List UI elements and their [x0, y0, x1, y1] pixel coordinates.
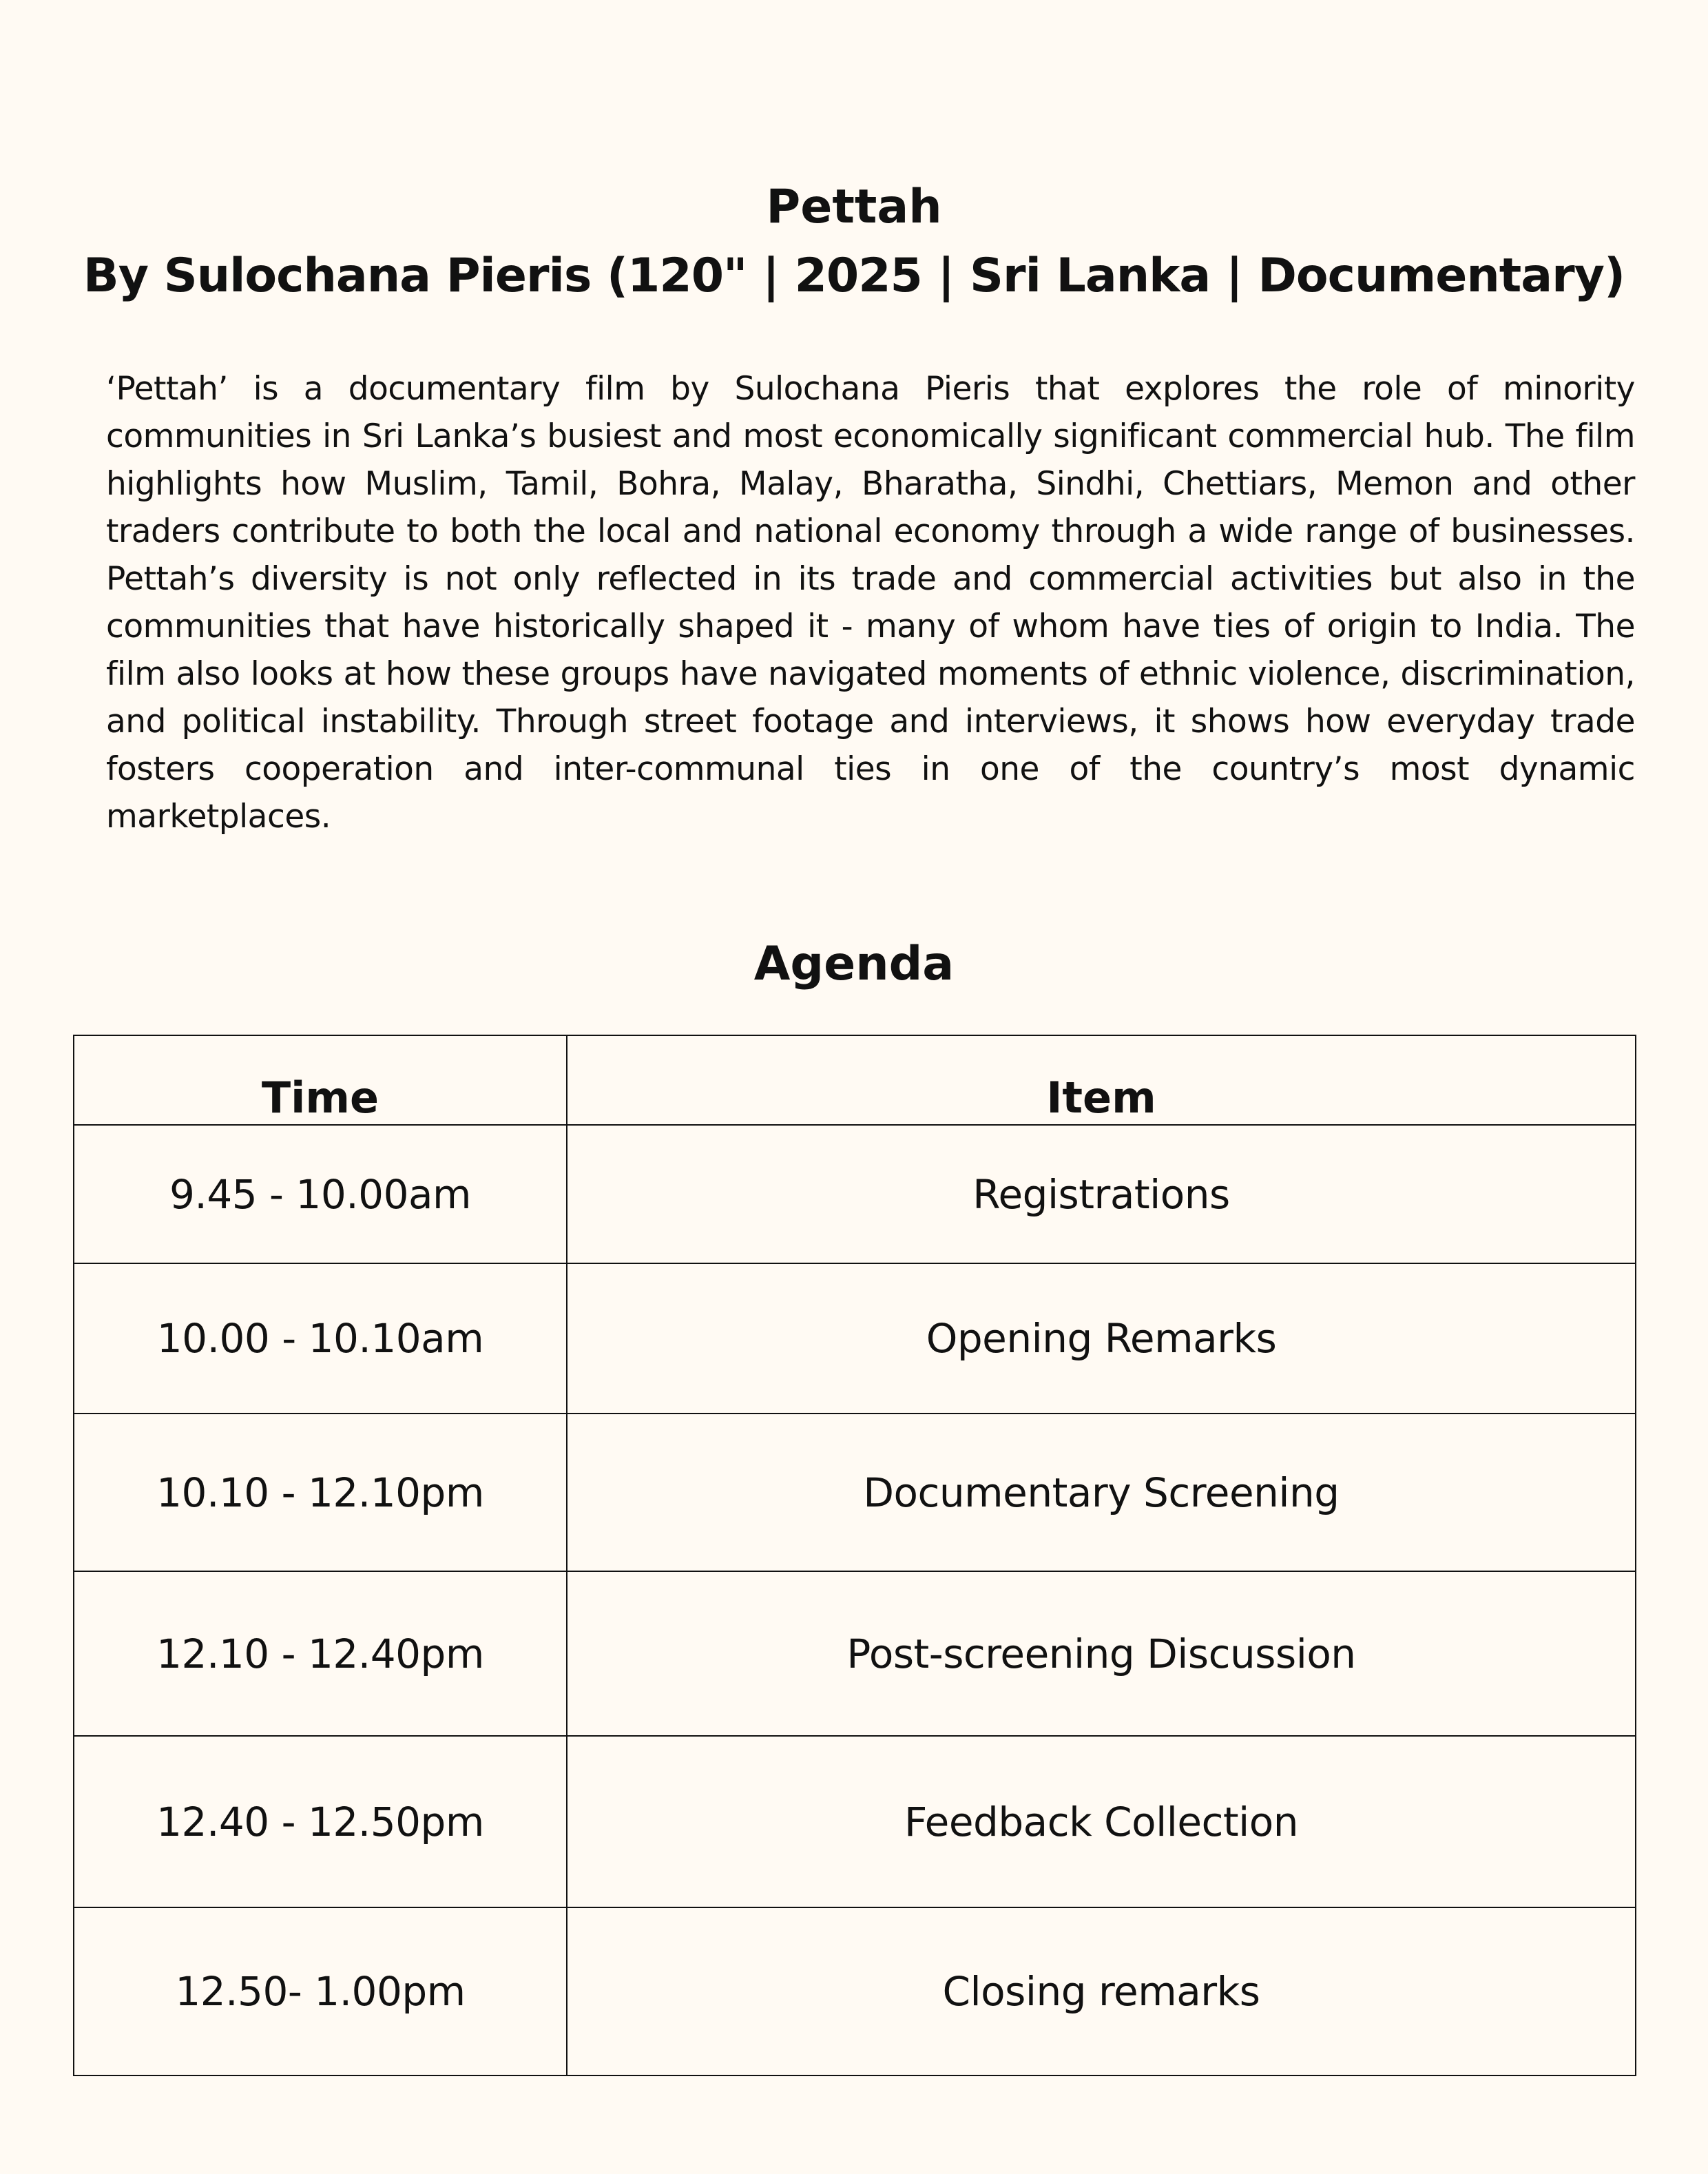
item-cell: Post-screening Discussion: [567, 1571, 1636, 1736]
time-cell: 10.10 - 12.10pm: [74, 1414, 567, 1571]
time-cell: 12.50- 1.00pm: [74, 1907, 567, 2075]
agenda-header-row: [74, 1035, 1636, 1125]
column-header-item: Item: [567, 1035, 1636, 1125]
time-cell: 12.10 - 12.40pm: [74, 1571, 567, 1736]
time-cell: 12.40 - 12.50pm: [74, 1736, 567, 1907]
table-row: [74, 1907, 1636, 2075]
item-cell: Documentary Screening: [567, 1414, 1636, 1571]
film-credits: By Sulochana Pieris (120" | 2025 | Sri Lanka | Documentary): [83, 248, 1625, 303]
item-cell: Closing remarks: [567, 1907, 1636, 2075]
table-row: [74, 1263, 1636, 1414]
table-row: [74, 1125, 1636, 1263]
item-cell: Registrations: [567, 1125, 1636, 1263]
agenda-table: [73, 1035, 1636, 2076]
film-description: ‘Pettah’ is a documentary film by Sulochana Pieris that explores the role of minority communities in Sri Lanka’s busiest and most economically significant commercial hub. The film highlights how Muslim, Tamil, Bohra, Malay, Bharatha, Sindhi, Chettiars, Memon and other traders contribute to both the local and national economy through a wide range of businesses. Pettah’s diversity is not only reflected in its trade and commercial activities but also in the communities that have historically shaped it - many of whom have ties of origin to India. The film also looks at how these groups have navigated moments of ethnic violence, discrimination, and political instability. Through street footage and interviews, it shows how everyday trade fosters cooperation and inter-communal ties in one of the country’s most dynamic marketplaces.: [106, 370, 1635, 836]
agenda-heading: Agenda: [753, 937, 955, 991]
table-row: [74, 1571, 1636, 1736]
item-cell: Feedback Collection: [567, 1736, 1636, 1907]
table-row: [74, 1736, 1636, 1907]
document-title: [0, 173, 1708, 311]
column-header-time: Time: [74, 1035, 567, 1125]
time-cell: 9.45 - 10.00am: [74, 1125, 567, 1263]
table-row: [74, 1414, 1636, 1571]
time-cell: 10.00 - 10.10am: [74, 1263, 567, 1414]
film-title: Pettah: [766, 179, 942, 234]
item-cell: Opening Remarks: [567, 1263, 1636, 1414]
